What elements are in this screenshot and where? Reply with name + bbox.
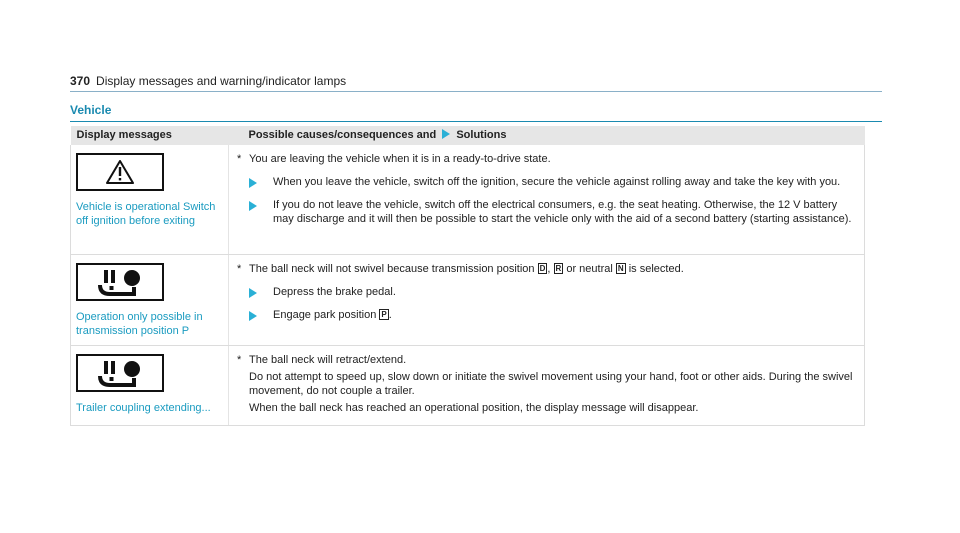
cause-text-content: You are leaving the vehicle when it is in a ready-to-drive state.	[249, 153, 551, 165]
step-arrow-icon	[249, 288, 257, 298]
note-text: Do not attempt to speed up, slow down or initiate the swivel movement using your hand, foot or other aids. During the swivel movement, do not couple a trailer.	[249, 371, 853, 397]
table-row	[71, 255, 865, 346]
display-messages-table	[70, 126, 865, 426]
trailer-hitch-warning-icon	[76, 263, 164, 301]
period: .	[388, 309, 392, 321]
solution-step-text: Engage park position	[273, 309, 377, 321]
page-title: Display messages and warning/indicator lamps	[96, 74, 347, 88]
column-header-display-messages: Display messages	[71, 126, 229, 145]
page-header	[70, 74, 346, 88]
display-message-text: Vehicle is operational Switch off ignition before exiting	[76, 201, 216, 227]
warning-triangle-icon	[76, 153, 164, 191]
step-arrow-icon	[249, 178, 257, 188]
display-message-cell	[71, 255, 229, 346]
solution-step	[247, 308, 856, 322]
transmission-key-d: D	[539, 264, 546, 273]
causes-cell	[229, 145, 865, 255]
section-divider	[70, 121, 882, 122]
transmission-key-p: P	[381, 310, 387, 319]
table-row	[71, 346, 865, 426]
note-text: When the ball neck has reached an operational position, the display message will disappear.	[249, 402, 699, 414]
display-message-cell	[71, 346, 229, 426]
column-header-solutions: Solutions	[456, 129, 507, 141]
cause-text-part: is selected.	[628, 263, 684, 275]
cause-text-part: or neutral	[566, 263, 613, 275]
separator: ,	[547, 263, 551, 275]
causes-cell	[229, 346, 865, 426]
solution-step-text: If you do not leave the vehicle, switch off the electrical consumers, e.g. the seat heating. Otherwise, the 12 V battery may discharge and it will then be possible to start the vehicle only with the aid of a second battery (starting assistance).	[273, 199, 852, 225]
column-header-causes-solutions	[229, 126, 865, 145]
display-message-text: Operation only possible in transmission position P	[76, 311, 203, 337]
cause-text: * You are leaving the vehicle when it is in a ready-to-drive state.	[237, 153, 551, 165]
section-title: Vehicle	[70, 103, 112, 117]
transmission-key-r: R	[555, 264, 562, 273]
solution-step	[247, 175, 856, 189]
table-header-row	[71, 126, 865, 145]
solution-step	[247, 198, 856, 226]
display-message-cell	[71, 145, 229, 255]
cause-text-content: The ball neck will retract/extend.	[249, 354, 407, 366]
solution-arrow-icon	[442, 129, 450, 139]
cause-text-part: The ball neck will not swivel because transmission position	[249, 263, 535, 275]
header-divider	[70, 91, 882, 92]
solution-step-text: Depress the brake pedal.	[273, 286, 396, 298]
step-arrow-icon	[249, 311, 257, 321]
table-row	[71, 145, 865, 255]
trailer-hitch-warning-icon	[76, 354, 164, 392]
transmission-key-n: N	[617, 264, 624, 273]
causes-cell	[229, 255, 865, 346]
solution-step	[247, 285, 856, 299]
cause-text: * The ball neck will retract/extend.	[237, 354, 407, 366]
step-arrow-icon	[249, 201, 257, 211]
solution-step-text: When you leave the vehicle, switch off the ignition, secure the vehicle against rolling away and take the key with you.	[273, 176, 841, 188]
column-header-causes: Possible causes/consequences and	[248, 129, 437, 141]
cause-text: * The ball neck will not swivel because transmission position D , R or neutral N is selected.	[237, 263, 684, 275]
page-number: 370	[70, 74, 91, 88]
display-message-text: Trailer coupling extending...	[76, 402, 211, 414]
